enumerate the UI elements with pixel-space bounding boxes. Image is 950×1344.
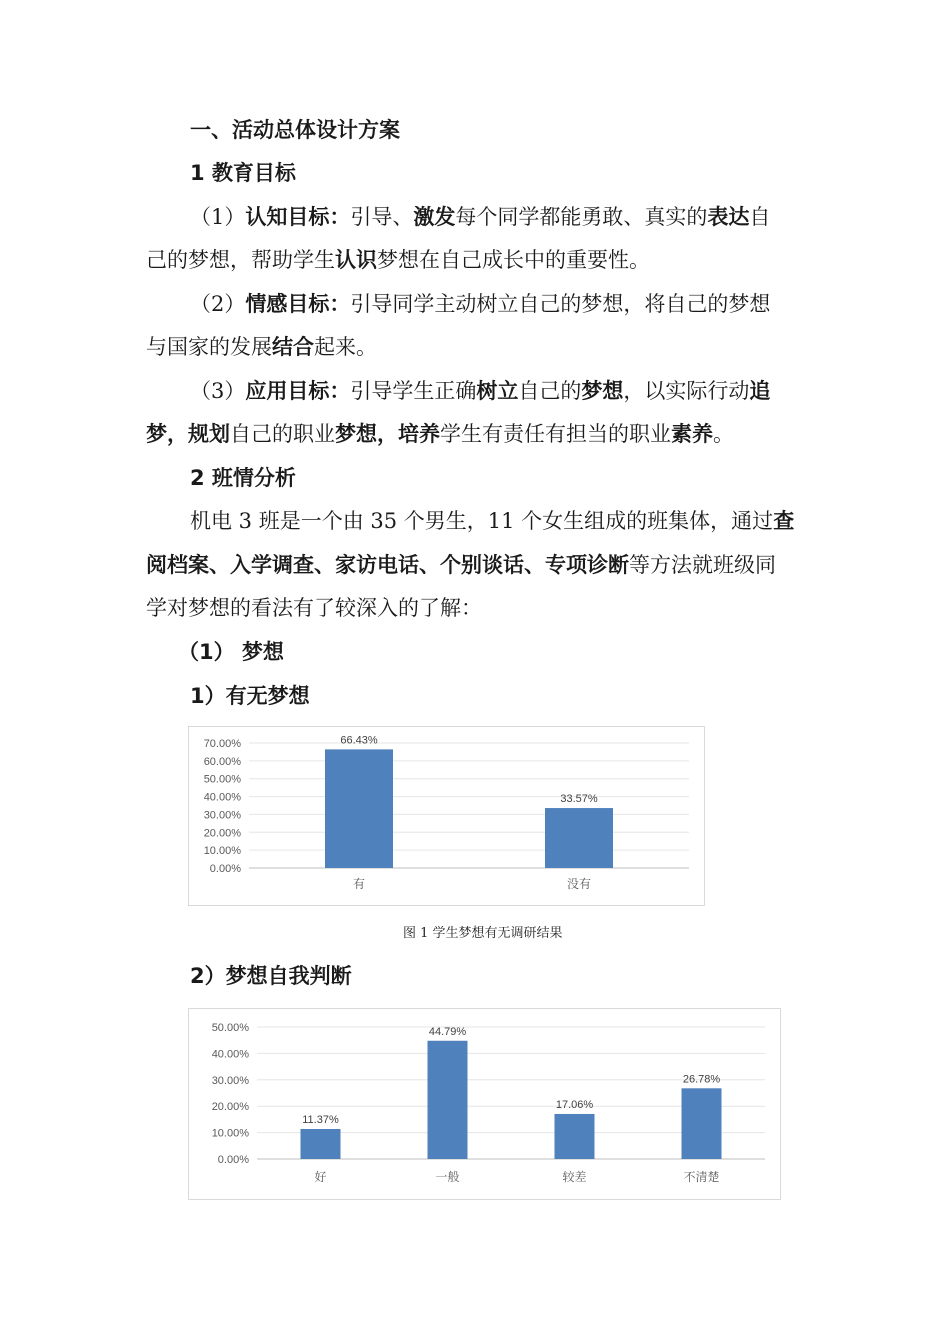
chart2-y-tick-label: 50.00%: [211, 1022, 249, 1034]
analysis-line-2: 阅档案、入学调查、家访电话、个别谈话、专项诊断等方法就班级同: [146, 553, 776, 577]
subsection-self-judgement: 2）梦想自我判断: [190, 964, 352, 988]
chart-has-dream: [188, 726, 705, 906]
chart2-y-tick-label: 30.00%: [211, 1074, 249, 1087]
chart-has-dream-svg: [189, 727, 704, 905]
goal-2-line-1: （2）情感目标：引导同学主动树立自己的梦想，将自己的梦想: [190, 292, 771, 316]
subsection-has-dream: 1）有无梦想: [190, 684, 310, 708]
chart2-y-tick-label: 10.00%: [211, 1127, 249, 1140]
chart2-bar: [555, 1114, 595, 1159]
analysis-heading: 2 班情分析: [190, 466, 296, 490]
chart1-data-label: 33.57%: [560, 793, 598, 806]
figure-1-caption: 图 1 学生梦想有无调研结果: [403, 926, 563, 941]
chart1-category-label: 有: [352, 877, 366, 891]
chart2-y-tick-label: 40.00%: [211, 1048, 249, 1061]
chart1-y-tick-label: 40.00%: [203, 791, 241, 804]
chart2-category-label: 较差: [562, 1170, 587, 1184]
goals-heading: 1 教育目标: [190, 161, 296, 185]
chart2-data-label: 11.37%: [302, 1113, 339, 1126]
chart2-data-label: 17.06%: [555, 1098, 594, 1111]
chart1-y-tick-label: 0.00%: [209, 863, 241, 875]
analysis-line-3: 学对梦想的看法有了较深入的了解：: [146, 596, 482, 620]
goal-1-line-1: （1）认知目标：引导、激发每个同学都能勇敢、真实的表达自: [190, 205, 771, 229]
chart1-y-tick-label: 50.00%: [203, 773, 241, 786]
subsection-dream: （1） 梦想: [178, 640, 284, 664]
chart1-y-tick-label: 70.00%: [203, 738, 241, 750]
chart2-data-label: 26.78%: [682, 1073, 721, 1086]
chart1-y-tick-label: 20.00%: [203, 827, 241, 840]
chart2-bar: [428, 1041, 468, 1159]
section-title: 一、活动总体设计方案: [190, 118, 400, 142]
chart1-y-tick-label: 10.00%: [203, 845, 241, 858]
chart-self-judgement: [188, 1008, 781, 1200]
chart2-y-tick-label: 20.00%: [211, 1101, 249, 1114]
chart1-y-tick-label: 60.00%: [203, 755, 241, 768]
chart1-bar: [325, 749, 393, 868]
chart1-category-label: 没有: [566, 877, 592, 891]
chart2-category-label: 好: [314, 1170, 327, 1184]
chart-self-judgement-svg: [189, 1009, 780, 1199]
chart2-data-label: 44.79%: [428, 1025, 467, 1038]
goal-1-line-2: 己的梦想，帮助学生认识梦想在自己成长中的重要性。: [146, 248, 650, 272]
analysis-line-1: 机电 3 班是一个由 35 个男生，11 个女生组成的班集体，通过查: [190, 509, 795, 533]
chart2-category-label: 不清楚: [683, 1170, 720, 1184]
chart2-bar: [301, 1129, 341, 1159]
chart1-y-tick-label: 30.00%: [203, 809, 241, 822]
chart2-category-label: 一般: [435, 1170, 460, 1184]
chart1-data-label: 66.43%: [340, 734, 378, 747]
goal-3-line-2: 梦，规划自己的职业梦想，培养学生有责任有担当的职业素养。: [146, 422, 734, 446]
goal-2-line-2: 与国家的发展结合起来。: [146, 335, 377, 359]
chart2-y-tick-label: 0.00%: [217, 1154, 249, 1166]
chart1-bar: [545, 808, 613, 868]
goal-3-line-1: （3）应用目标：引导学生正确树立自己的梦想，以实际行动追: [190, 379, 771, 403]
chart2-bar: [682, 1088, 722, 1159]
